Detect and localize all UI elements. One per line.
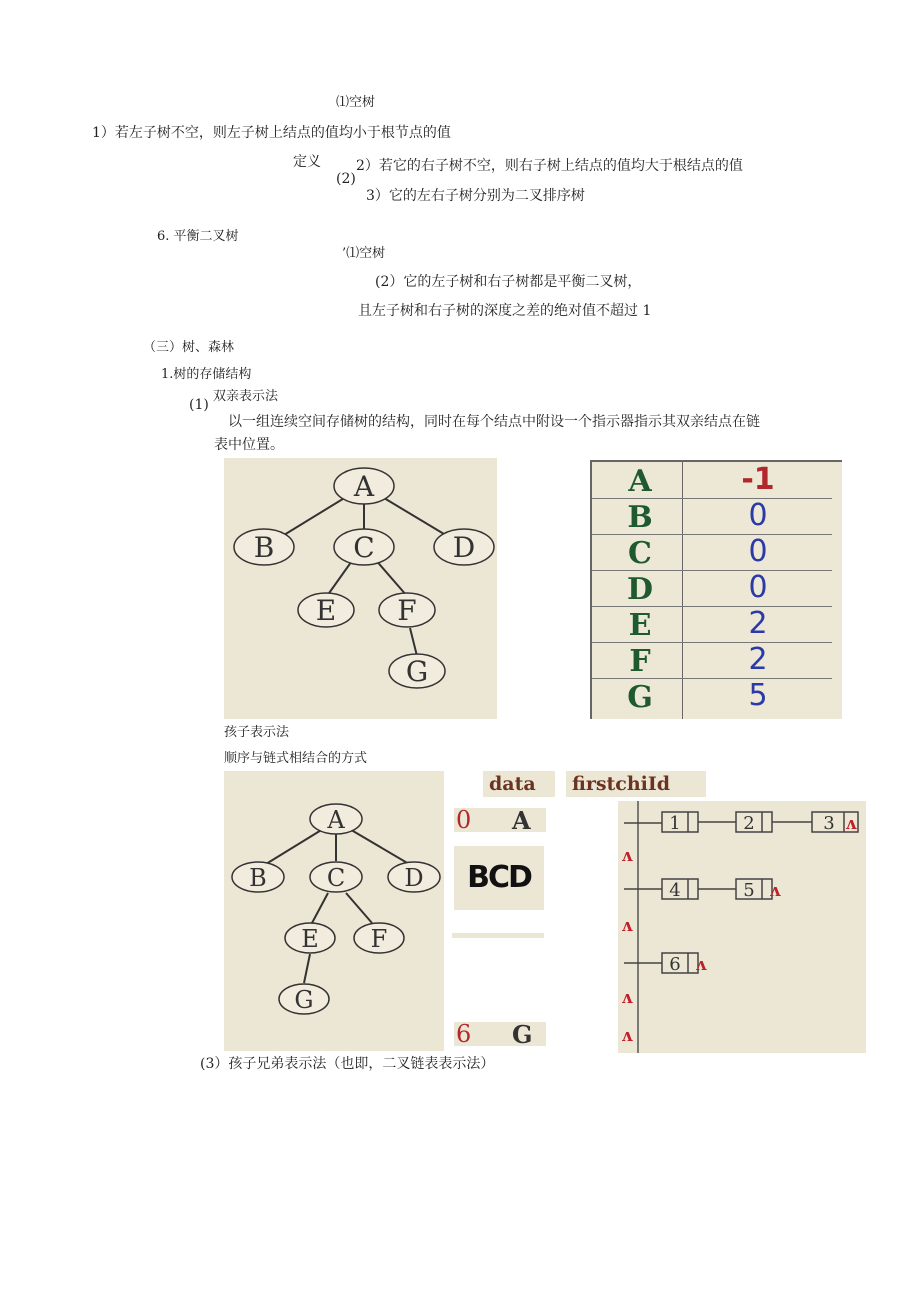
table-row xyxy=(592,498,832,535)
parent-array-table xyxy=(590,460,842,719)
table-row xyxy=(592,462,832,499)
tree2-node-d: D xyxy=(404,864,424,892)
table-cell-parent: 5 xyxy=(748,678,768,713)
array-index-0: 0 xyxy=(456,806,472,834)
table-cell-node: E xyxy=(628,608,652,643)
storage-structure-heading: 1.树的存储结构 xyxy=(161,367,252,382)
tree1-node-b: B xyxy=(253,531,275,564)
tree-diagram-1 xyxy=(224,458,497,719)
table-row xyxy=(592,642,832,679)
column-header-firstchild: firstchiId xyxy=(566,771,706,797)
table-row xyxy=(592,570,832,607)
bst-condition-1: 1）若左子树不空，则左子树上结点的值均小于根节点的值 xyxy=(92,125,451,141)
item1-description-line2: 表中位置。 xyxy=(214,437,284,453)
array-row-0 xyxy=(454,806,546,835)
avl-item-2: (2）它的左子树和右子树都是平衡二叉树， xyxy=(375,274,642,290)
null-mark: ʌ xyxy=(845,814,857,834)
bst-condition-3: 3）它的左右子树分别为二叉排序树 xyxy=(366,188,585,204)
array-data-bcd: BCD xyxy=(467,860,531,895)
tree1-node-g: G xyxy=(405,655,429,688)
list-node-3: 3 xyxy=(823,813,835,834)
item2-description: 顺序与链式相结合的方式 xyxy=(224,751,368,766)
null-mark: ʌ xyxy=(621,846,633,866)
avl-item-2-continued: 且左子树和右子树的深度之差的绝对值不超过 1 xyxy=(358,303,652,319)
array-row-6 xyxy=(454,1020,546,1049)
list-node-2: 2 xyxy=(743,813,755,834)
tree2-node-g: G xyxy=(294,986,314,1014)
list-node-4: 4 xyxy=(669,880,681,901)
table-cell-parent: 0 xyxy=(748,570,768,605)
tree2-node-f: F xyxy=(370,925,388,953)
tree2-node-a: A xyxy=(327,806,345,834)
tree1-node-d: D xyxy=(452,531,476,564)
bst-definition-label: 定义 xyxy=(293,154,321,170)
list-node-1: 1 xyxy=(669,813,681,834)
null-mark: ʌ xyxy=(769,881,781,901)
tree2-node-e: E xyxy=(301,925,319,953)
tree2-node-c: C xyxy=(326,864,346,892)
item1-number: (1) xyxy=(189,397,209,413)
tree1-node-a: A xyxy=(353,470,375,503)
table-cell-node: F xyxy=(629,644,651,679)
list-node-5: 5 xyxy=(743,880,755,901)
table-cell-parent: 2 xyxy=(748,642,768,677)
child-linked-lists xyxy=(618,801,866,1053)
array-data-a: A xyxy=(512,806,531,835)
null-mark: ʌ xyxy=(621,1026,633,1046)
table-cell-parent: 0 xyxy=(748,498,768,533)
array-data-g: G xyxy=(512,1020,533,1049)
null-mark: ʌ xyxy=(695,955,707,975)
item2-title: 孩子表示法 xyxy=(224,725,290,740)
avl-heading: 6. 平衡二叉树 xyxy=(157,229,239,244)
table-row xyxy=(592,606,832,643)
table-cell-parent: 2 xyxy=(748,606,768,641)
tree2-node-b: B xyxy=(249,864,267,892)
bst-empty-item: ⑴空树 xyxy=(336,95,376,110)
table-row xyxy=(592,678,832,714)
avl-empty-item: ’⑴空树 xyxy=(342,246,386,261)
tree1-node-c: C xyxy=(353,531,375,564)
table-cell-node: D xyxy=(626,572,653,607)
item1-title: 双亲表示法 xyxy=(213,389,279,404)
table-cell-node: A xyxy=(628,464,652,499)
tree-diagram-2 xyxy=(224,771,444,1051)
array-rows-bcd xyxy=(454,846,544,910)
item3-child-sibling: (3）孩子兄弟表示法（也即，二叉链表表示法） xyxy=(200,1056,495,1072)
table-cell-node: G xyxy=(627,680,653,715)
null-mark: ʌ xyxy=(621,916,633,936)
array-index-6: 6 xyxy=(456,1020,472,1048)
bst-paren-2: (2) xyxy=(336,171,356,187)
table-row xyxy=(592,534,832,571)
item1-description-line1: 以一组连续空间存储树的结构，同时在每个结点中附设一个指示器指示其双亲结点在链 xyxy=(228,414,760,430)
tree1-node-e: E xyxy=(315,594,337,627)
tree1-node-f: F xyxy=(397,594,417,627)
table-cell-node: B xyxy=(627,500,653,535)
table-cell-parent: 0 xyxy=(748,534,768,569)
table-cell-node: C xyxy=(628,536,652,571)
array-divider xyxy=(452,933,544,938)
list-node-6: 6 xyxy=(669,954,681,975)
section3-heading: （三）树、森林 xyxy=(143,340,235,355)
bst-condition-2: 2）若它的右子树不空，则右子树上结点的值均大于根结点的值 xyxy=(356,158,743,174)
column-header-data: data xyxy=(483,771,555,797)
null-mark: ʌ xyxy=(621,988,633,1008)
table-cell-parent: -1 xyxy=(741,462,775,497)
